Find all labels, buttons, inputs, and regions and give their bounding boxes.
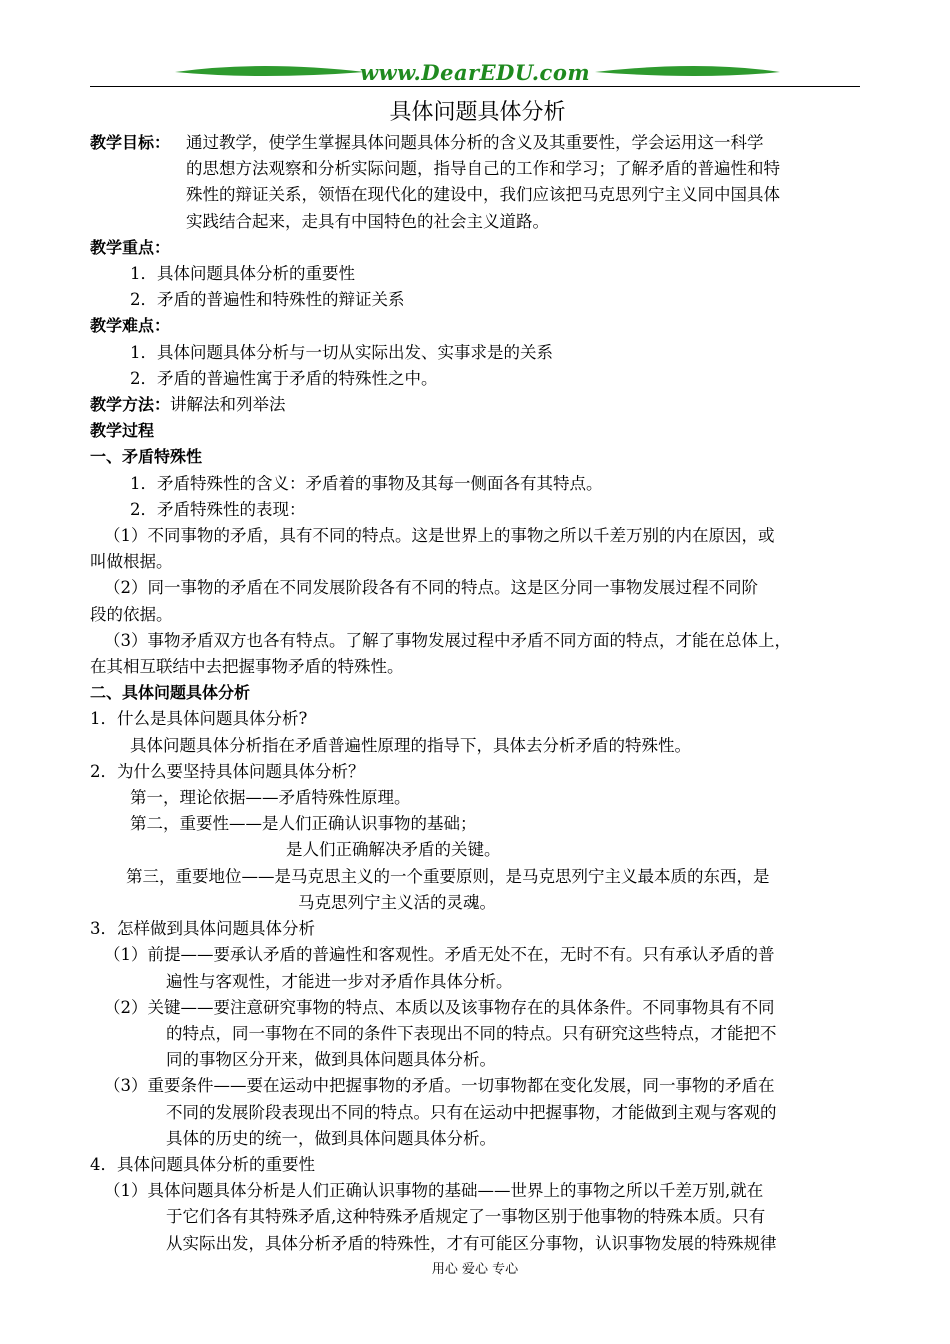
answer-3-line: （1）前提——要承认矛盾的普遍性和客观性。矛盾无处不在，无时不有。只有承认矛盾的普 — [104, 945, 775, 965]
section2-heading: 二、具体问题具体分析 — [90, 683, 251, 703]
section1-heading: 一、矛盾特殊性 — [90, 447, 203, 467]
answer-2-second-cont: 是人们正确解决矛盾的关键。 — [286, 840, 501, 860]
section1-item: 1．矛盾特殊性的含义：矛盾着的事物及其每一侧面各有其特点。 — [130, 473, 603, 493]
section1-para-line: 叫做根据。 — [90, 552, 173, 572]
page-title: 具体问题具体分析 — [389, 100, 566, 125]
answer-3-line: （3）重要条件——要在运动中把握事物的矛盾。一切事物都在变化发展，同一事物的矛盾在 — [104, 1076, 775, 1096]
answer-2-third: 第三，重要地位——是马克思主义的一个重要原则，是马克思列宁主义最本质的东西，是 — [126, 866, 770, 886]
answer-4-line: （1）具体问题具体分析是人们正确认识事物的基础——世界上的事物之所以千差万别,就在 — [104, 1181, 764, 1201]
difficult-point-item: 2．矛盾的普遍性寓于矛盾的特殊性之中。 — [130, 368, 438, 388]
question-2: 2．为什么要坚持具体问题具体分析？ — [90, 761, 365, 781]
answer-2-first: 第一，理论依据——矛盾特殊性原理。 — [130, 788, 411, 808]
logo-text: www.DearEDU.com — [359, 60, 591, 85]
answer-4-line: 从实际出发，具体分析矛盾的特殊性，才有可能区分事物，认识事物发展的特殊规律 — [166, 1233, 777, 1253]
document-body — [90, 98, 865, 1257]
key-point-item: 1．具体问题具体分析的重要性 — [130, 264, 355, 284]
answer-3-line: 不同的发展阶段表现出不同的特点。只有在运动中把握事物，才能做到主观与客观的 — [166, 1102, 777, 1122]
answer-3-line: 具体的历史的统一，做到具体问题具体分析。 — [166, 1128, 496, 1148]
difficult-point-item: 1．具体问题具体分析与一切从实际出发、实事求是的关系 — [130, 342, 553, 362]
section1-para-line: （1）不同事物的矛盾，具有不同的特点。这是世界上的事物之所以千差万别的内在原因，或 — [104, 526, 775, 546]
answer-2-third-cont: 马克思列宁主义活的灵魂。 — [298, 892, 496, 912]
answer-4-line: 于它们各有其特殊矛盾,这种特殊矛盾规定了一事物区别于他事物的特殊本质。只有 — [166, 1207, 766, 1227]
answer-3-line: （2）关键——要注意研究事物的特点、本质以及该事物存在的具体条件。不同事物具有不同 — [104, 997, 775, 1017]
section1-para-line: 在其相互联结中去把握事物矛盾的特殊性。 — [90, 657, 404, 677]
key-point-item: 2．矛盾的普遍性和特殊性的辩证关系 — [130, 290, 405, 310]
section1-para-line: 段的依据。 — [90, 604, 173, 624]
answer-3-line: 遍性与客观性，才能进一步对矛盾作具体分析。 — [166, 971, 513, 991]
goal-label: 教学目标： — [90, 133, 171, 152]
question-4: 4．具体问题具体分析的重要性 — [90, 1154, 315, 1174]
method-text: 讲解法和列举法 — [170, 395, 286, 415]
question-3: 3．怎样做到具体问题具体分析 — [90, 919, 315, 939]
page-footer: 用心 爱心 专心 — [431, 1262, 519, 1277]
goal-line: 殊性的辩证关系，领悟在现代化的建设中，我们应该把马克思列宁主义同中国具体 — [186, 185, 780, 205]
goal-line: 实践结合起来，走具有中国特色的社会主义道路。 — [186, 211, 549, 231]
section1-item: 2．矛盾特殊性的表现： — [130, 499, 306, 519]
answer-3-line: 同的事物区分开来，做到具体问题具体分析。 — [166, 1050, 496, 1070]
answer-1: 具体问题具体分析指在矛盾普遍性原理的指导下，具体去分析矛盾的特殊性。 — [130, 735, 691, 755]
section1-para-line: （2）同一事物的矛盾在不同发展阶段各有不同的特点。这是区分同一事物发展过程不同阶 — [104, 578, 758, 598]
answer-3-line: 的特点，同一事物在不同的条件下表现出不同的特点。只有研究这些特点，才能把不 — [166, 1023, 777, 1043]
difficult-points-label: 教学难点： — [90, 316, 171, 336]
method-label: 教学方法： — [90, 395, 171, 415]
header-divider — [90, 86, 860, 87]
header-banner — [90, 58, 860, 94]
teaching-method — [90, 392, 865, 418]
goal-line: 通过教学，使学生掌握具体问题具体分析的含义及其重要性，学会运用这一科学 — [186, 133, 764, 152]
question-1: 1．什么是具体问题具体分析? — [90, 709, 308, 729]
section1-para-line: （3）事物矛盾双方也各有特点。了解了事物发展过程中矛盾不同方面的特点，才能在总体上， — [104, 630, 791, 650]
goal-line: 的思想方法观察和分析实际问题，指导自己的工作和学习；了解矛盾的普遍性和特 — [186, 159, 780, 179]
answer-2-second: 第二，重要性——是人们正确认识事物的基础； — [130, 814, 477, 834]
key-points-label: 教学重点： — [90, 237, 171, 257]
teaching-goal — [90, 130, 865, 235]
process-label: 教学过程 — [90, 421, 155, 441]
